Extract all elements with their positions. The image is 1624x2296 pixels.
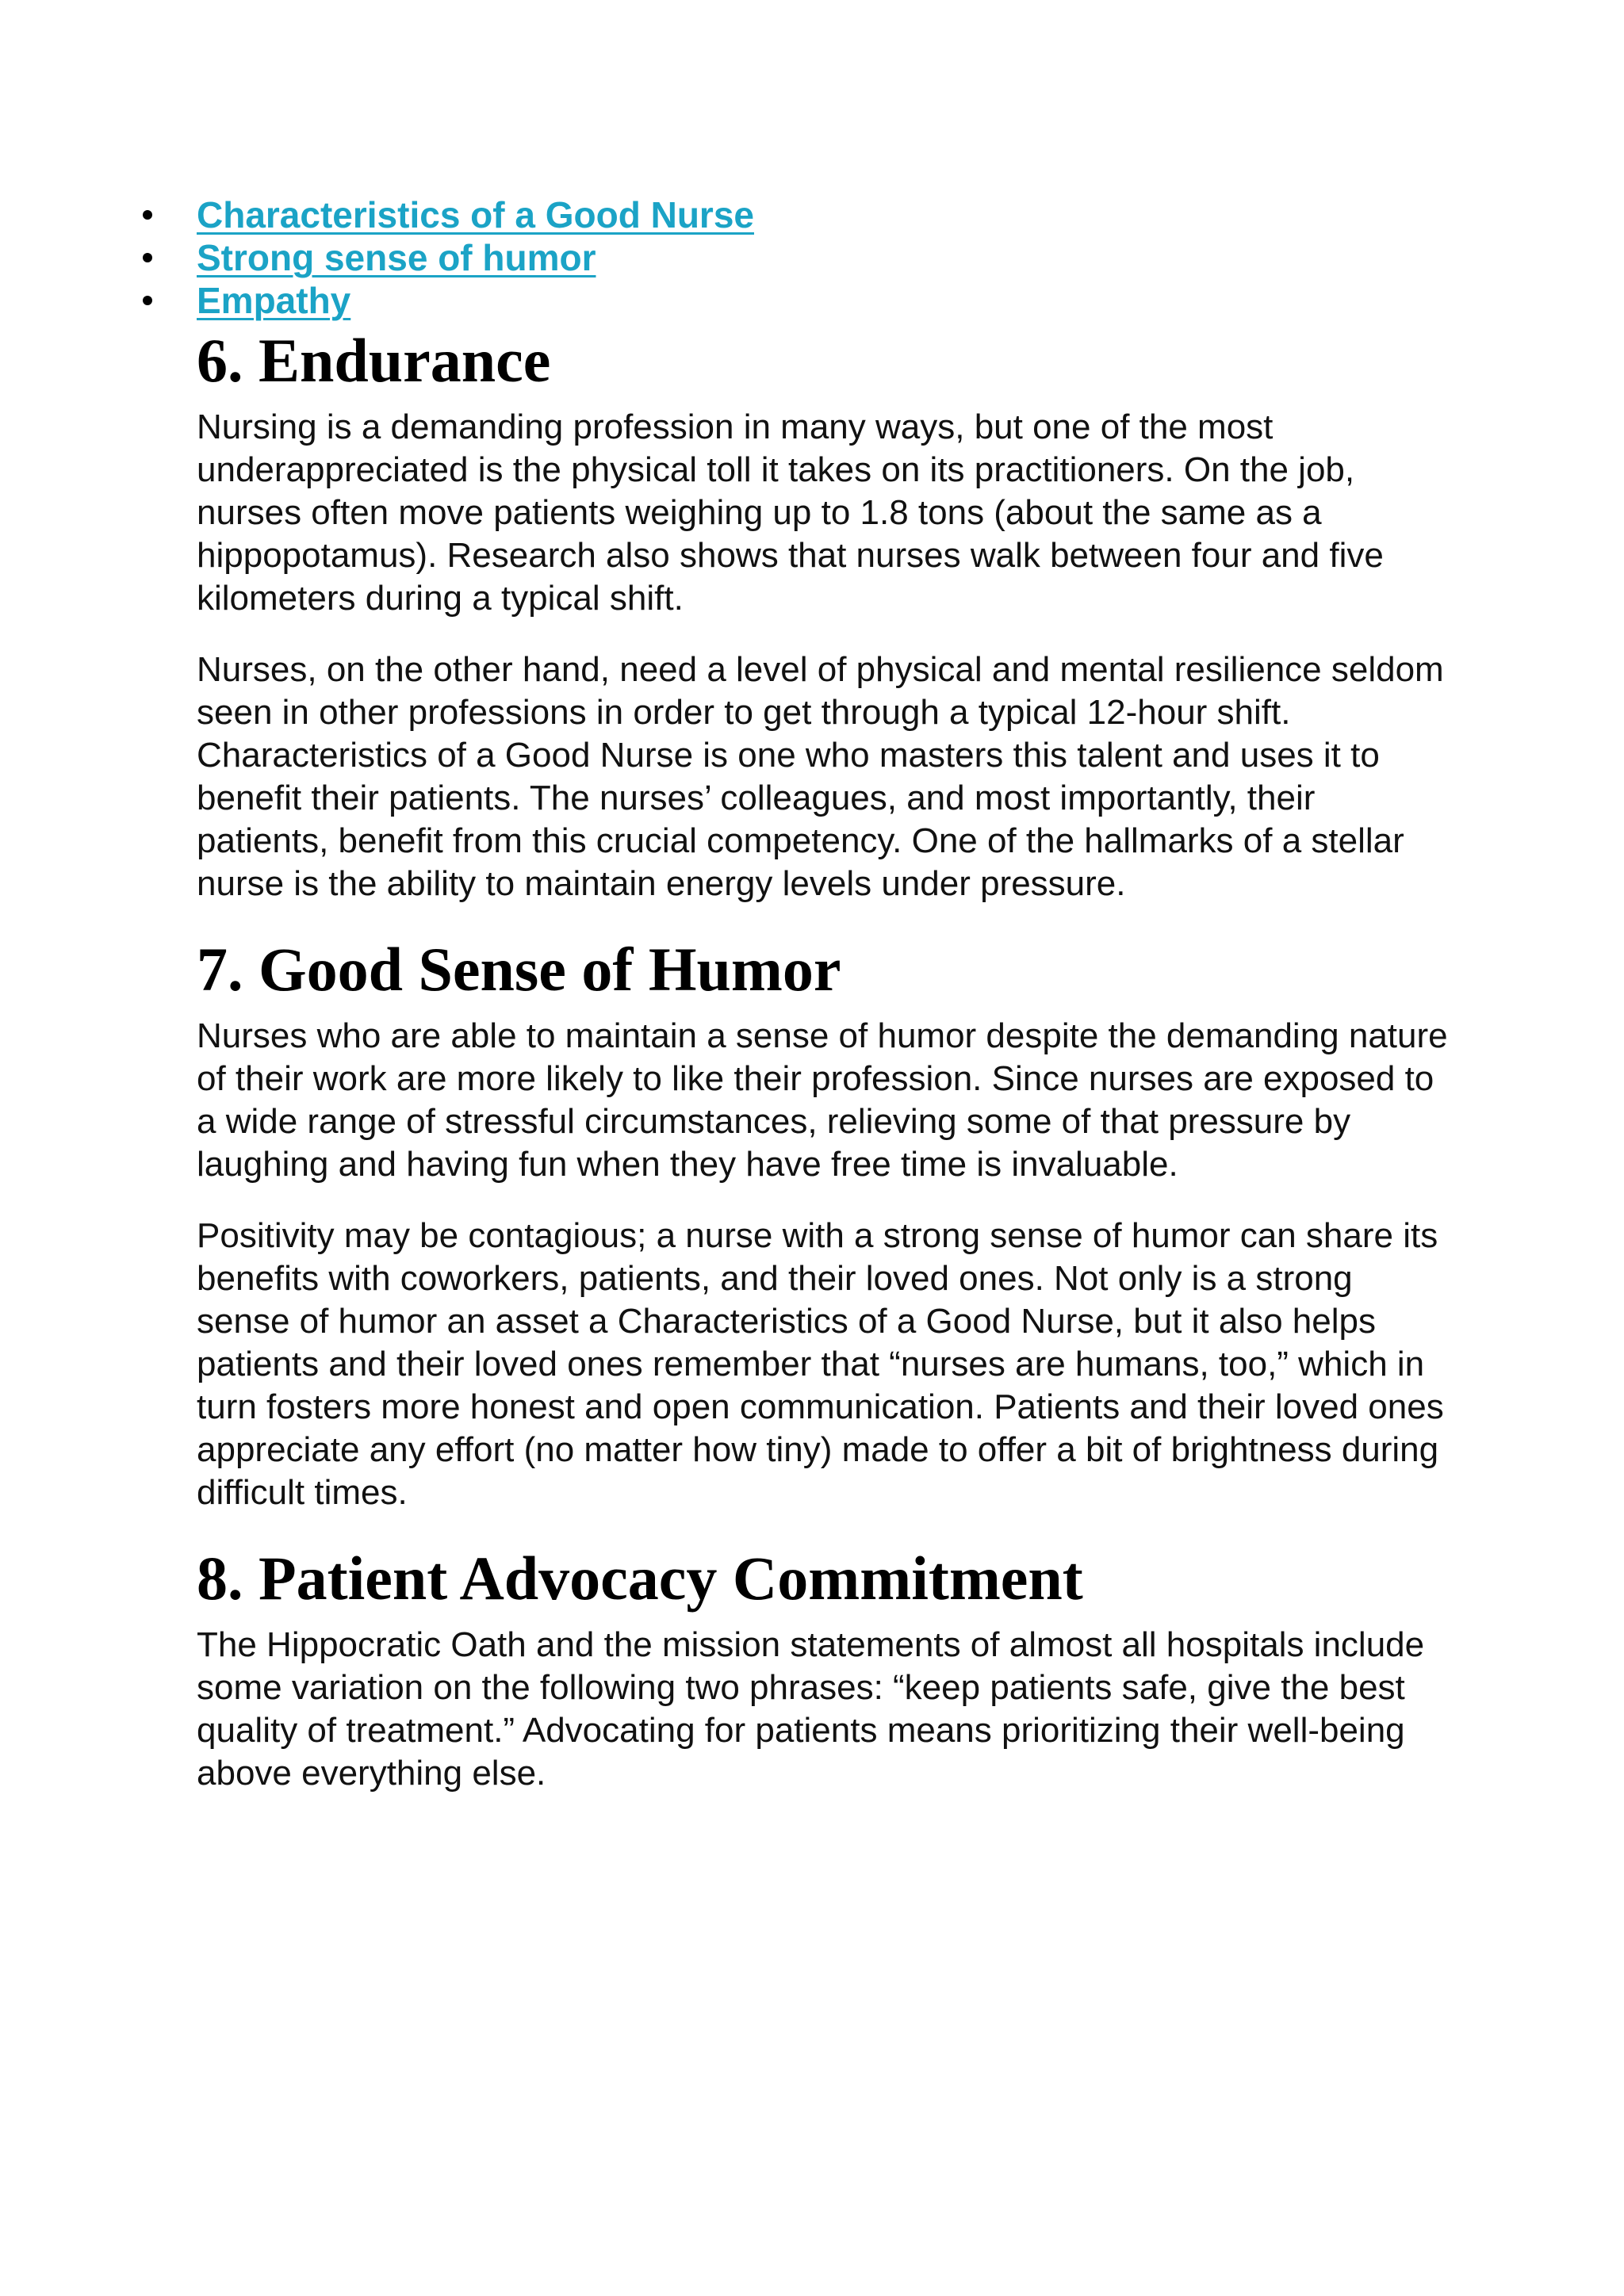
section-endurance — [197, 325, 1450, 905]
paragraph: Nurses who are able to maintain a sense of humor despite the demanding nature of their work are more likely to like their profession. Since nurses are exposed to a wide range of stressful circumstances, relieving some of that pressure by laughing and having fun when they have free time is invaluable. — [197, 1016, 1448, 1184]
table-of-contents — [143, 193, 754, 322]
bullet-icon — [143, 210, 152, 220]
bullet-icon — [143, 253, 152, 262]
section-patient-advocacy — [197, 1543, 1450, 1795]
section-good-sense-of-humor — [197, 934, 1450, 1514]
section-heading: 6. Endurance — [197, 326, 551, 395]
bullet-icon — [143, 296, 152, 305]
article-content — [197, 325, 1450, 1823]
paragraph: Nursing is a demanding profession in many ways, but one of the most underappreciated is the physical toll it takes on its practitioners. On the job, nurses often move patients weighing up to 1.8 tons (about the same as a hippopotamus). Research also shows that nurses walk between four and five kilometers during a typical shift. — [197, 408, 1384, 618]
paragraph: Positivity may be contagious; a nurse with a strong sense of humor can share its benefits with coworkers, patients, and their loved ones. Not only is a strong sense of humor an asset a Characteristics of a Good Nurse, but it also helps patients and their loved ones remember that “nurses are humans, too,” which in turn fosters more honest and open communication. Patients and their loved ones appreciate any effort (no matter how tiny) made to offer a bit of brightness during difficult times. — [197, 1216, 1444, 1512]
toc-link-characteristics[interactable]: Characteristics of a Good Nurse — [197, 194, 754, 235]
toc-item — [143, 279, 754, 322]
toc-item — [143, 236, 754, 279]
section-heading: 7. Good Sense of Humor — [197, 935, 841, 1004]
toc-link-humor[interactable]: Strong sense of humor — [197, 237, 596, 278]
section-heading: 8. Patient Advocacy Commitment — [197, 1544, 1083, 1613]
paragraph: Nurses, on the other hand, need a level of physical and mental resilience seldom seen in other professions in order to get through a typical 12-hour shift. Characteristics of a Good Nurse is one who masters this talent and uses it to benefit their patients. The nurses’ colleagues, and most importantly, their patients, benefit from this crucial competency. One of the hallmarks of a stellar nurse is the ability to maintain energy levels under pressure. — [197, 650, 1444, 903]
paragraph: The Hippocratic Oath and the mission statements of almost all hospitals include some variation on the following two phrases: “keep patients safe, give the best quality of treatment.” Advocating for patients means prioritizing their well-being above everything else. — [197, 1625, 1425, 1793]
toc-link-empathy[interactable]: Empathy — [197, 280, 351, 321]
toc-item — [143, 193, 754, 236]
